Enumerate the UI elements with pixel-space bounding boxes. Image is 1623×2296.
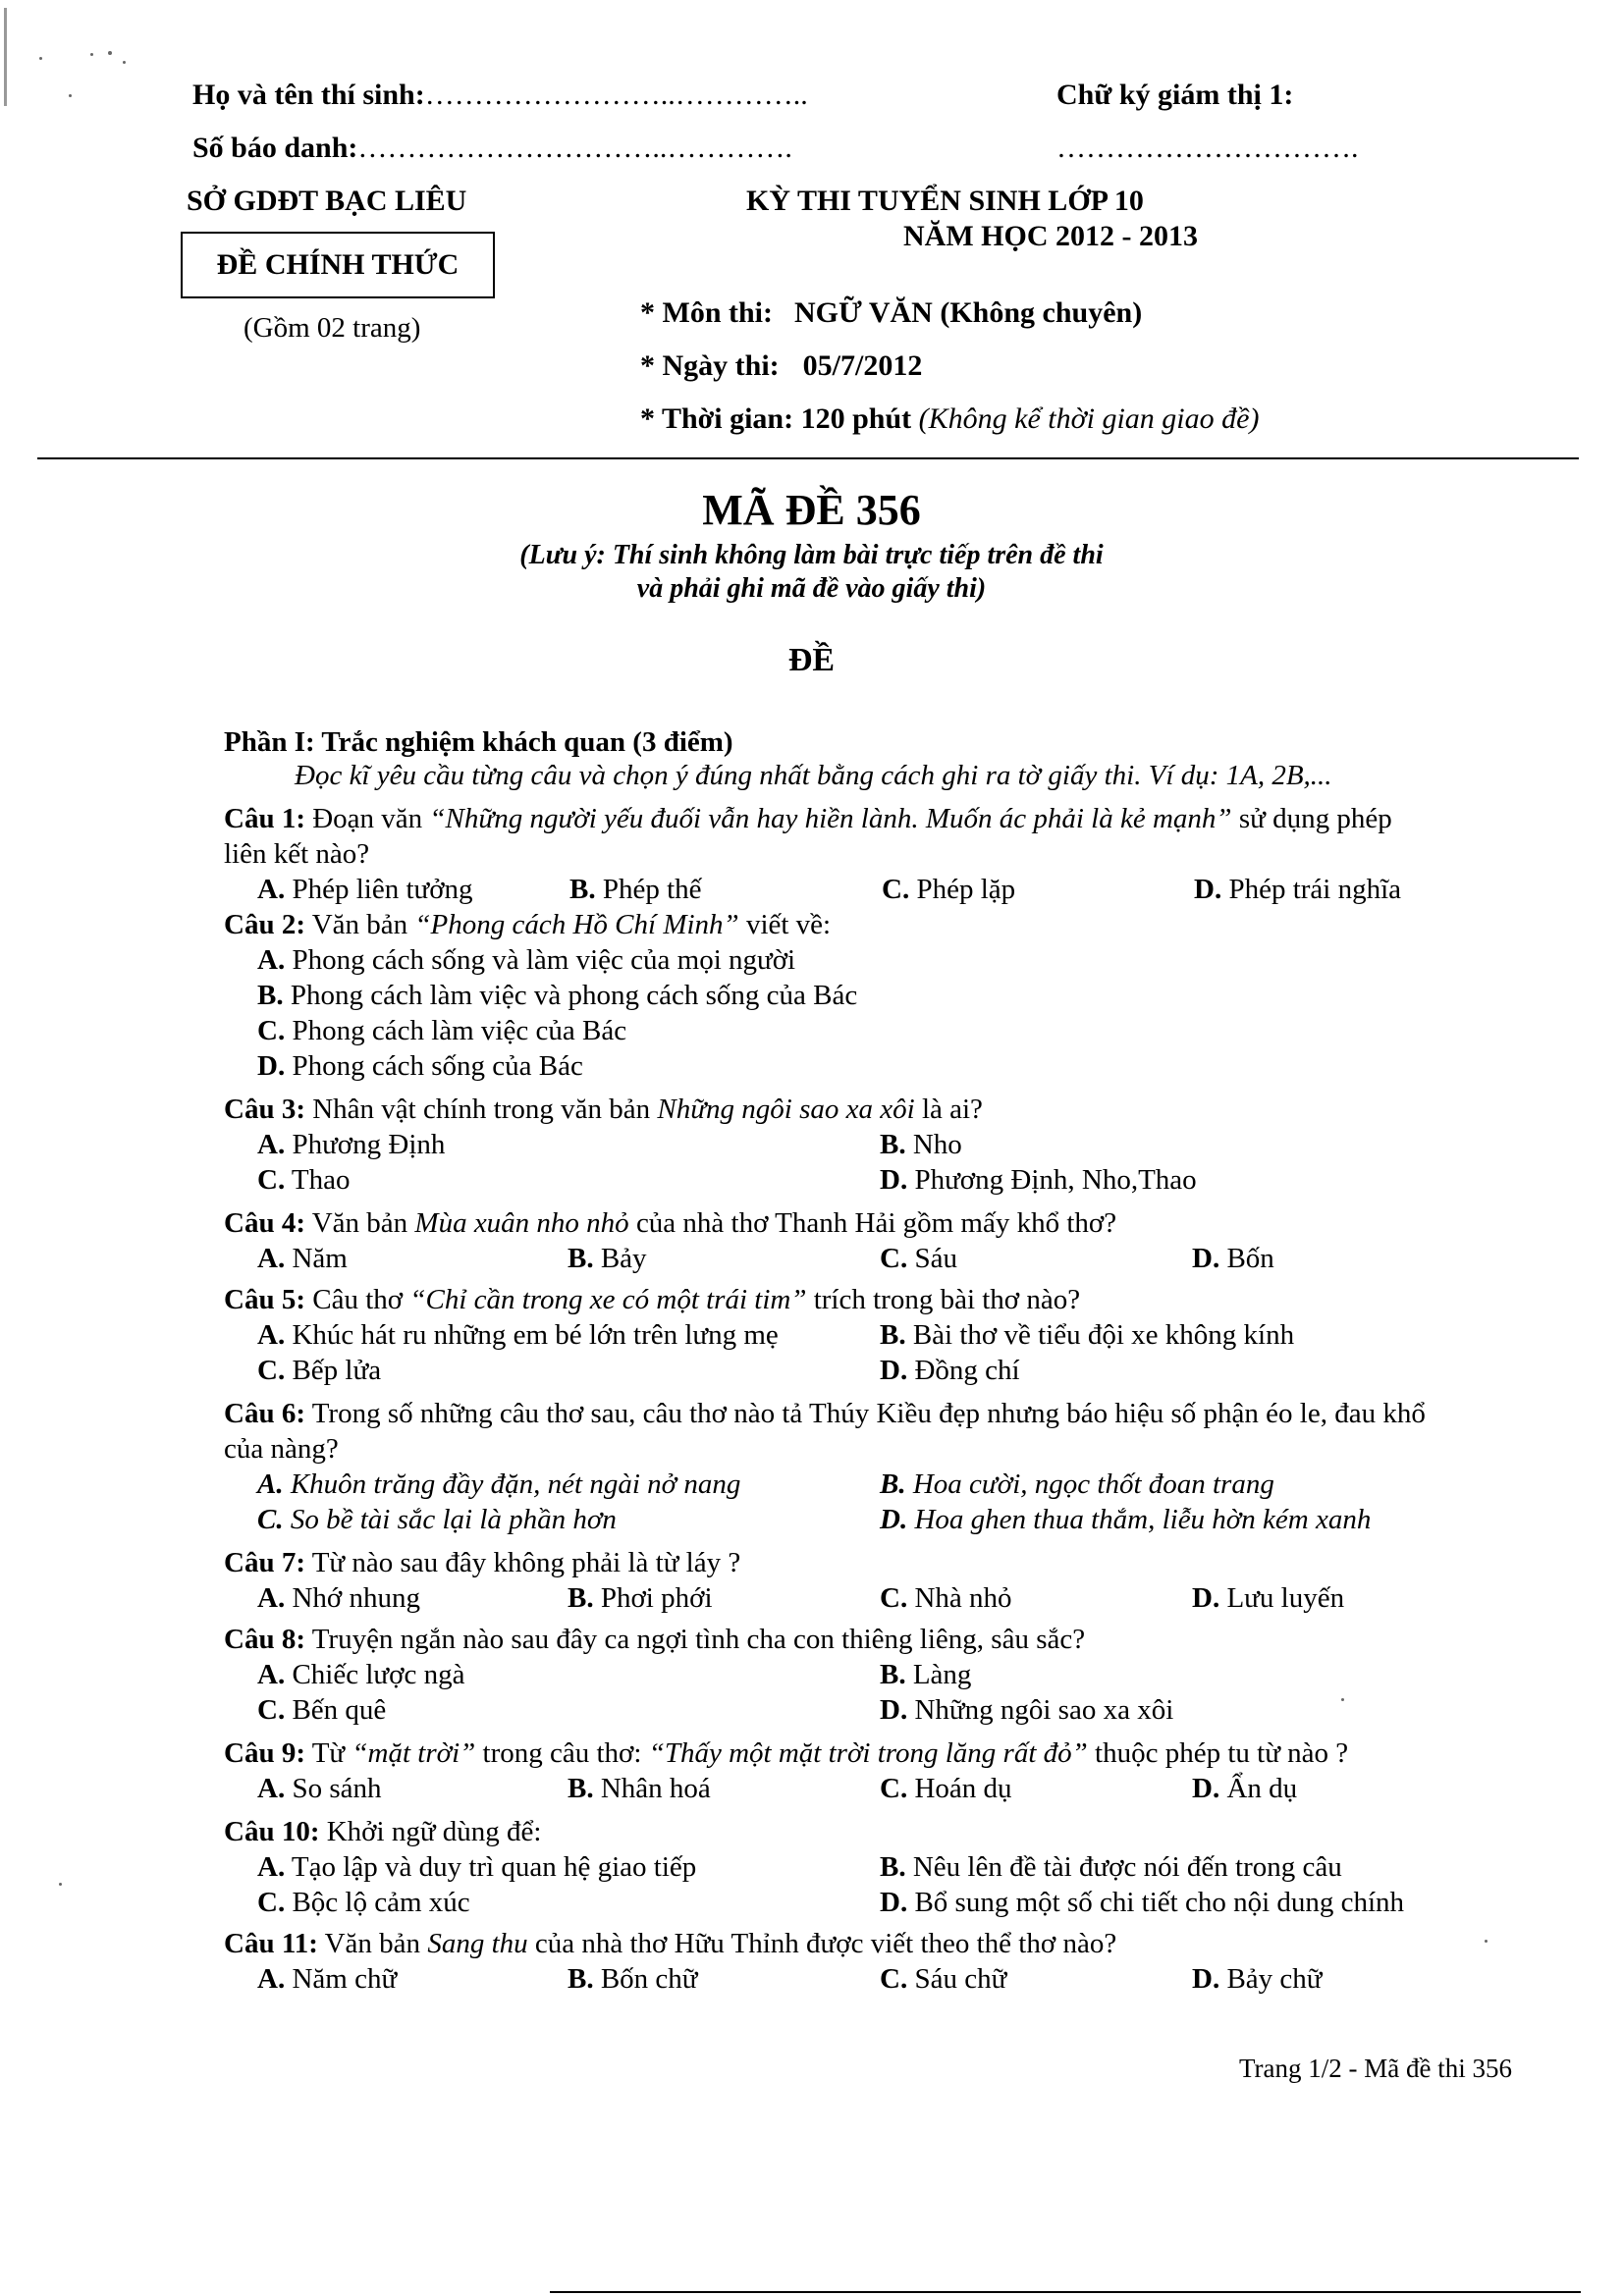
option-text: Bổ sung một số chi tiết cho nội dung chính bbox=[907, 1887, 1405, 1918]
option-text: Bài thơ về tiểu đội xe không kính bbox=[905, 1319, 1295, 1351]
question-text: của nhà thơ Thanh Hải gồm mấy khổ thơ? bbox=[628, 1207, 1117, 1239]
question-label: Câu 3: bbox=[224, 1094, 305, 1125]
time-line bbox=[640, 402, 1259, 436]
candidate-number-dots: …………………………..…………. bbox=[357, 132, 792, 164]
option-letter: B. bbox=[569, 874, 596, 905]
q6-option-d bbox=[880, 1504, 1371, 1536]
option-text: Khúc hát ru những em bé lớn trên lưng mẹ bbox=[285, 1319, 779, 1351]
question-label: Câu 8: bbox=[224, 1624, 305, 1655]
q2-option-b bbox=[257, 980, 857, 1012]
option-letter: A. bbox=[257, 1129, 286, 1160]
option-text: So sánh bbox=[285, 1773, 382, 1804]
option-letter: D. bbox=[880, 1164, 908, 1196]
page-count-note: (Gồm 02 trang) bbox=[243, 312, 421, 344]
question-quote: “Những người yếu đuối vẫn hay hiền lành. Muốn ác phải là kẻ mạnh” bbox=[429, 803, 1232, 834]
subject-value: NGỮ VĂN (Không chuyên) bbox=[794, 296, 1143, 329]
q2-option-d bbox=[257, 1050, 583, 1083]
question-label: Câu 7: bbox=[224, 1547, 305, 1578]
option-letter: B. bbox=[568, 1773, 594, 1804]
question-text: Văn bản bbox=[304, 1207, 415, 1239]
option-letter: A. bbox=[257, 1319, 286, 1351]
q11-option-c bbox=[880, 1963, 1006, 1996]
option-letter: C. bbox=[880, 1773, 908, 1804]
question-text: Khởi ngữ dùng để: bbox=[319, 1816, 542, 1847]
date-value: 05/7/2012 bbox=[802, 349, 923, 382]
q6-option-a bbox=[257, 1468, 740, 1501]
subject-label: * Môn thi: bbox=[640, 296, 773, 329]
option-text: Khuôn trăng đầy đặn, nét ngài nở nang bbox=[283, 1468, 741, 1500]
option-letter: D. bbox=[1194, 874, 1222, 905]
option-text: Lưu luyến bbox=[1219, 1582, 1345, 1614]
question-text: Nhân vật chính trong văn bản bbox=[304, 1094, 658, 1125]
question-text: trích trong bài thơ nào? bbox=[806, 1284, 1081, 1315]
option-text: Phơi phới bbox=[593, 1582, 713, 1614]
q5-option-a bbox=[257, 1319, 779, 1352]
exam-code-title: MÃ ĐỀ 356 bbox=[702, 486, 921, 534]
q7-option-b bbox=[568, 1582, 713, 1615]
question-quote: “Chỉ cần trong xe có một trái tim” bbox=[409, 1284, 807, 1315]
option-text: Hoán dụ bbox=[907, 1773, 1012, 1804]
question-3 bbox=[224, 1094, 983, 1126]
scan-speck bbox=[4, 8, 7, 106]
q11-option-a bbox=[257, 1963, 397, 1996]
q1-option-c bbox=[882, 874, 1015, 906]
option-text: Nhớ nhung bbox=[285, 1582, 420, 1614]
option-letter: A. bbox=[257, 1851, 286, 1883]
option-letter: A. bbox=[257, 1963, 286, 1995]
question-label: Câu 6: bbox=[224, 1398, 305, 1429]
q7-option-d bbox=[1192, 1582, 1344, 1615]
scan-speck bbox=[59, 1883, 62, 1886]
question-6 bbox=[224, 1398, 1426, 1430]
option-text: Phong cách sống và làm việc của mọi người bbox=[285, 944, 796, 976]
candidate-number-label: Số báo danh: bbox=[192, 132, 358, 164]
option-text: Phép trái nghĩa bbox=[1221, 874, 1402, 905]
q10-option-a bbox=[257, 1851, 696, 1884]
q2-option-a bbox=[257, 944, 795, 977]
question-8 bbox=[224, 1624, 1085, 1656]
question-label: Câu 1: bbox=[224, 803, 305, 834]
option-letter: B. bbox=[568, 1963, 594, 1995]
question-4 bbox=[224, 1207, 1116, 1240]
question-text: Văn bản bbox=[304, 909, 415, 940]
school-year: NĂM HỌC 2012 - 2013 bbox=[903, 220, 1198, 252]
option-text: Bếp lửa bbox=[285, 1355, 382, 1386]
option-letter: B. bbox=[880, 1468, 906, 1500]
scan-speck bbox=[1341, 1698, 1344, 1701]
question-label: Câu 9: bbox=[224, 1737, 305, 1769]
scan-speck bbox=[90, 53, 93, 56]
q4-option-c bbox=[880, 1243, 957, 1275]
question-label: Câu 4: bbox=[224, 1207, 305, 1239]
q8-option-b bbox=[880, 1659, 971, 1691]
option-text: Sáu bbox=[907, 1243, 957, 1274]
question-text: Văn bản bbox=[317, 1928, 428, 1959]
exam-title: KỲ THI TUYỂN SINH LỚP 10 bbox=[746, 185, 1144, 217]
option-letter: A. bbox=[257, 874, 286, 905]
time-note: (Không kể thời gian giao đề) bbox=[918, 402, 1260, 435]
scan-speck bbox=[123, 61, 126, 64]
q6-option-c bbox=[257, 1504, 617, 1536]
q3-option-c bbox=[257, 1164, 351, 1197]
option-text: Hoa cười, ngọc thốt đoan trang bbox=[905, 1468, 1274, 1500]
question-quote: Những ngôi sao xa xôi bbox=[657, 1094, 915, 1125]
option-text: Sáu chữ bbox=[907, 1963, 1007, 1995]
q8-option-c bbox=[257, 1694, 386, 1727]
option-letter: B. bbox=[880, 1659, 906, 1690]
official-exam-box: ĐỀ CHÍNH THỨC bbox=[181, 232, 495, 298]
option-text: Phép liên tưởng bbox=[285, 874, 473, 905]
option-letter: A. bbox=[257, 1773, 286, 1804]
question-1 bbox=[224, 803, 1392, 835]
option-text: Chiếc lược ngà bbox=[285, 1659, 465, 1690]
option-letter: C. bbox=[257, 1015, 286, 1046]
question-10 bbox=[224, 1816, 541, 1848]
question-text: Trong số những câu thơ sau, câu thơ nào tả Thúy Kiều đẹp nhưng báo hiệu số phận éo le, đau khổ bbox=[304, 1398, 1426, 1429]
option-text: Bến quê bbox=[285, 1694, 387, 1726]
question-text: là ai? bbox=[914, 1094, 983, 1125]
q3-option-b bbox=[880, 1129, 962, 1161]
question-quote: Sang thu bbox=[427, 1928, 528, 1959]
option-text: Nhà nhỏ bbox=[907, 1582, 1012, 1614]
department-name: SỞ GDĐT BẠC LIÊU bbox=[187, 185, 467, 217]
q9-option-b bbox=[568, 1773, 711, 1805]
question-5 bbox=[224, 1284, 1080, 1316]
section-heading: ĐỀ bbox=[787, 642, 836, 678]
option-letter: D. bbox=[257, 1050, 286, 1082]
candidate-number-line bbox=[192, 132, 792, 165]
option-letter: C. bbox=[257, 1355, 286, 1386]
option-letter: A. bbox=[257, 1659, 286, 1690]
q7-option-c bbox=[880, 1582, 1012, 1615]
option-letter: C. bbox=[882, 874, 910, 905]
option-text: Bốn chữ bbox=[593, 1963, 698, 1995]
q4-option-a bbox=[257, 1243, 348, 1275]
exam-code-note-2: và phải ghi mã đề vào giấy thi) bbox=[636, 573, 987, 604]
date-line bbox=[640, 349, 922, 383]
option-letter: D. bbox=[1192, 1582, 1220, 1614]
question-label: Câu 11: bbox=[224, 1928, 318, 1959]
subject-line bbox=[640, 296, 1142, 330]
option-text: Phương Định, Nho,Thao bbox=[907, 1164, 1197, 1196]
proctor-signature-label: Chữ ký giám thị 1: bbox=[1056, 79, 1294, 111]
question-11 bbox=[224, 1928, 1116, 1960]
option-letter: D. bbox=[1192, 1773, 1220, 1804]
question-quote: “mặt trời” bbox=[352, 1737, 476, 1769]
option-letter: D. bbox=[1192, 1963, 1220, 1995]
scan-speck bbox=[39, 57, 42, 60]
option-letter: C. bbox=[880, 1963, 908, 1995]
option-letter: D. bbox=[880, 1694, 908, 1726]
question-7 bbox=[224, 1547, 740, 1579]
option-text: Năm bbox=[285, 1243, 348, 1274]
option-text: Nho bbox=[905, 1129, 962, 1160]
q10-option-c bbox=[257, 1887, 470, 1919]
option-letter: B. bbox=[568, 1582, 594, 1614]
option-letter: B. bbox=[880, 1319, 906, 1351]
option-letter: A. bbox=[257, 1243, 286, 1274]
q4-option-b bbox=[568, 1243, 647, 1275]
option-text: Phong cách làm việc và phong cách sống của Bác bbox=[283, 980, 858, 1011]
option-text: Bộc lộ cảm xúc bbox=[285, 1887, 470, 1918]
option-letter: B. bbox=[568, 1243, 594, 1274]
q3-option-a bbox=[257, 1129, 445, 1161]
question-text: viết về: bbox=[738, 909, 832, 940]
q8-option-a bbox=[257, 1659, 464, 1691]
option-text: Nhân hoá bbox=[593, 1773, 711, 1804]
question-text: trong câu thơ: bbox=[475, 1737, 649, 1769]
option-text: Bốn bbox=[1219, 1243, 1274, 1274]
q9-option-d bbox=[1192, 1773, 1297, 1805]
question-text: Từ bbox=[304, 1737, 352, 1769]
option-text: Tạo lập và duy trì quan hệ giao tiếp bbox=[285, 1851, 697, 1883]
time-label: * Thời gian: 120 phút bbox=[640, 402, 912, 435]
date-label: * Ngày thi: bbox=[640, 349, 780, 382]
exam-code-note-1: (Lưu ý: Thí sinh không làm bài trực tiếp trên đề thi bbox=[519, 540, 1104, 570]
candidate-name-line bbox=[192, 79, 808, 112]
option-letter: D. bbox=[880, 1887, 908, 1918]
q10-option-d bbox=[880, 1887, 1404, 1919]
q5-option-d bbox=[880, 1355, 1020, 1387]
option-letter: A. bbox=[257, 1582, 286, 1614]
option-text: Phong cách làm việc của Bác bbox=[285, 1015, 627, 1046]
q10-option-b bbox=[880, 1851, 1342, 1884]
option-text: Nêu lên đề tài được nói đến trong câu bbox=[905, 1851, 1342, 1883]
candidate-name-label: Họ và tên thí sinh: bbox=[192, 79, 425, 111]
header-divider bbox=[37, 457, 1579, 459]
q8-option-d bbox=[880, 1694, 1173, 1727]
option-text: Bảy chữ bbox=[1219, 1963, 1323, 1995]
option-letter: C. bbox=[257, 1887, 286, 1918]
option-letter: B. bbox=[257, 980, 284, 1011]
scan-speck bbox=[69, 94, 72, 97]
question-text: Đoạn văn bbox=[304, 803, 430, 834]
q9-option-a bbox=[257, 1773, 382, 1805]
option-text: Ẩn dụ bbox=[1219, 1773, 1298, 1804]
option-letter: B. bbox=[880, 1851, 906, 1883]
option-letter: A. bbox=[257, 1468, 284, 1500]
question-1-line2: liên kết nào? bbox=[224, 838, 370, 870]
question-label: Câu 5: bbox=[224, 1284, 305, 1315]
option-letter: D. bbox=[880, 1504, 908, 1535]
proctor-signature-dots: …………………………. bbox=[1056, 132, 1359, 164]
q3-option-d bbox=[880, 1164, 1197, 1197]
question-quote: “Thấy một mặt trời trong lăng rất đỏ” bbox=[648, 1737, 1088, 1769]
q1-option-a bbox=[257, 874, 473, 906]
option-letter: D. bbox=[880, 1355, 908, 1386]
footer-divider bbox=[550, 2291, 1581, 2293]
option-letter: C. bbox=[880, 1582, 908, 1614]
question-text: thuộc phép tu từ nào ? bbox=[1087, 1737, 1349, 1769]
question-text: Câu thơ bbox=[304, 1284, 410, 1315]
candidate-name-dots: ……………………..………….. bbox=[424, 79, 808, 111]
option-text: Năm chữ bbox=[285, 1963, 398, 1995]
option-letter: C. bbox=[257, 1164, 286, 1196]
option-text: So bề tài sắc lại là phần hơn bbox=[283, 1504, 617, 1535]
option-text: Làng bbox=[905, 1659, 972, 1690]
q11-option-b bbox=[568, 1963, 698, 1996]
part1-title: Phần I: Trắc nghiệm khách quan (3 điểm) bbox=[224, 726, 733, 758]
q1-option-d bbox=[1194, 874, 1401, 906]
q4-option-d bbox=[1192, 1243, 1274, 1275]
option-text: Bảy bbox=[593, 1243, 647, 1274]
q9-option-c bbox=[880, 1773, 1012, 1805]
question-text: Truyện ngắn nào sau đây ca ngợi tình cha con thiêng liêng, sâu sắc? bbox=[304, 1624, 1086, 1655]
page-footer-label: Trang 1/2 - Mã đề thi 356 bbox=[1239, 2054, 1512, 2083]
question-label: Câu 10: bbox=[224, 1816, 320, 1847]
question-text: của nhà thơ Hữu Thỉnh được viết theo thể thơ nào? bbox=[527, 1928, 1117, 1959]
question-9 bbox=[224, 1737, 1348, 1770]
q11-option-d bbox=[1192, 1963, 1323, 1996]
part1-instruction: Đọc kĩ yêu cầu từng câu và chọn ý đúng nhất bằng cách ghi ra tờ giấy thi. Ví dụ: 1A, 2B,... bbox=[295, 760, 1332, 791]
option-letter: C. bbox=[257, 1694, 286, 1726]
question-quote: “Phong cách Hồ Chí Minh” bbox=[414, 909, 739, 940]
q1-option-b bbox=[569, 874, 702, 906]
option-text: Thao bbox=[285, 1164, 351, 1196]
q6-option-b bbox=[880, 1468, 1274, 1501]
option-text: Hoa ghen thua thắm, liễu hờn kém xanh bbox=[907, 1504, 1372, 1535]
q2-option-c bbox=[257, 1015, 626, 1047]
q5-option-b bbox=[880, 1319, 1294, 1352]
question-quote: Mùa xuân nho nhỏ bbox=[414, 1207, 629, 1239]
option-text: Những ngôi sao xa xôi bbox=[907, 1694, 1174, 1726]
scan-speck bbox=[108, 51, 112, 55]
q7-option-a bbox=[257, 1582, 420, 1615]
option-text: Phương Định bbox=[285, 1129, 446, 1160]
option-letter: B. bbox=[880, 1129, 906, 1160]
question-2 bbox=[224, 909, 831, 941]
option-text: Đồng chí bbox=[907, 1355, 1020, 1386]
option-letter: A. bbox=[257, 944, 286, 976]
question-6-line2: của nàng? bbox=[224, 1433, 339, 1465]
question-text: Từ nào sau đây không phải là từ láy ? bbox=[304, 1547, 741, 1578]
scan-speck bbox=[1485, 1940, 1488, 1943]
question-label: Câu 2: bbox=[224, 909, 305, 940]
option-letter: D. bbox=[1192, 1243, 1220, 1274]
question-text: sử dụng phép bbox=[1231, 803, 1392, 834]
option-letter: C. bbox=[880, 1243, 908, 1274]
option-text: Phép lặp bbox=[909, 874, 1016, 905]
q5-option-c bbox=[257, 1355, 381, 1387]
option-text: Phong cách sống của Bác bbox=[285, 1050, 583, 1082]
option-letter: C. bbox=[257, 1504, 284, 1535]
option-text: Phép thế bbox=[595, 874, 702, 905]
